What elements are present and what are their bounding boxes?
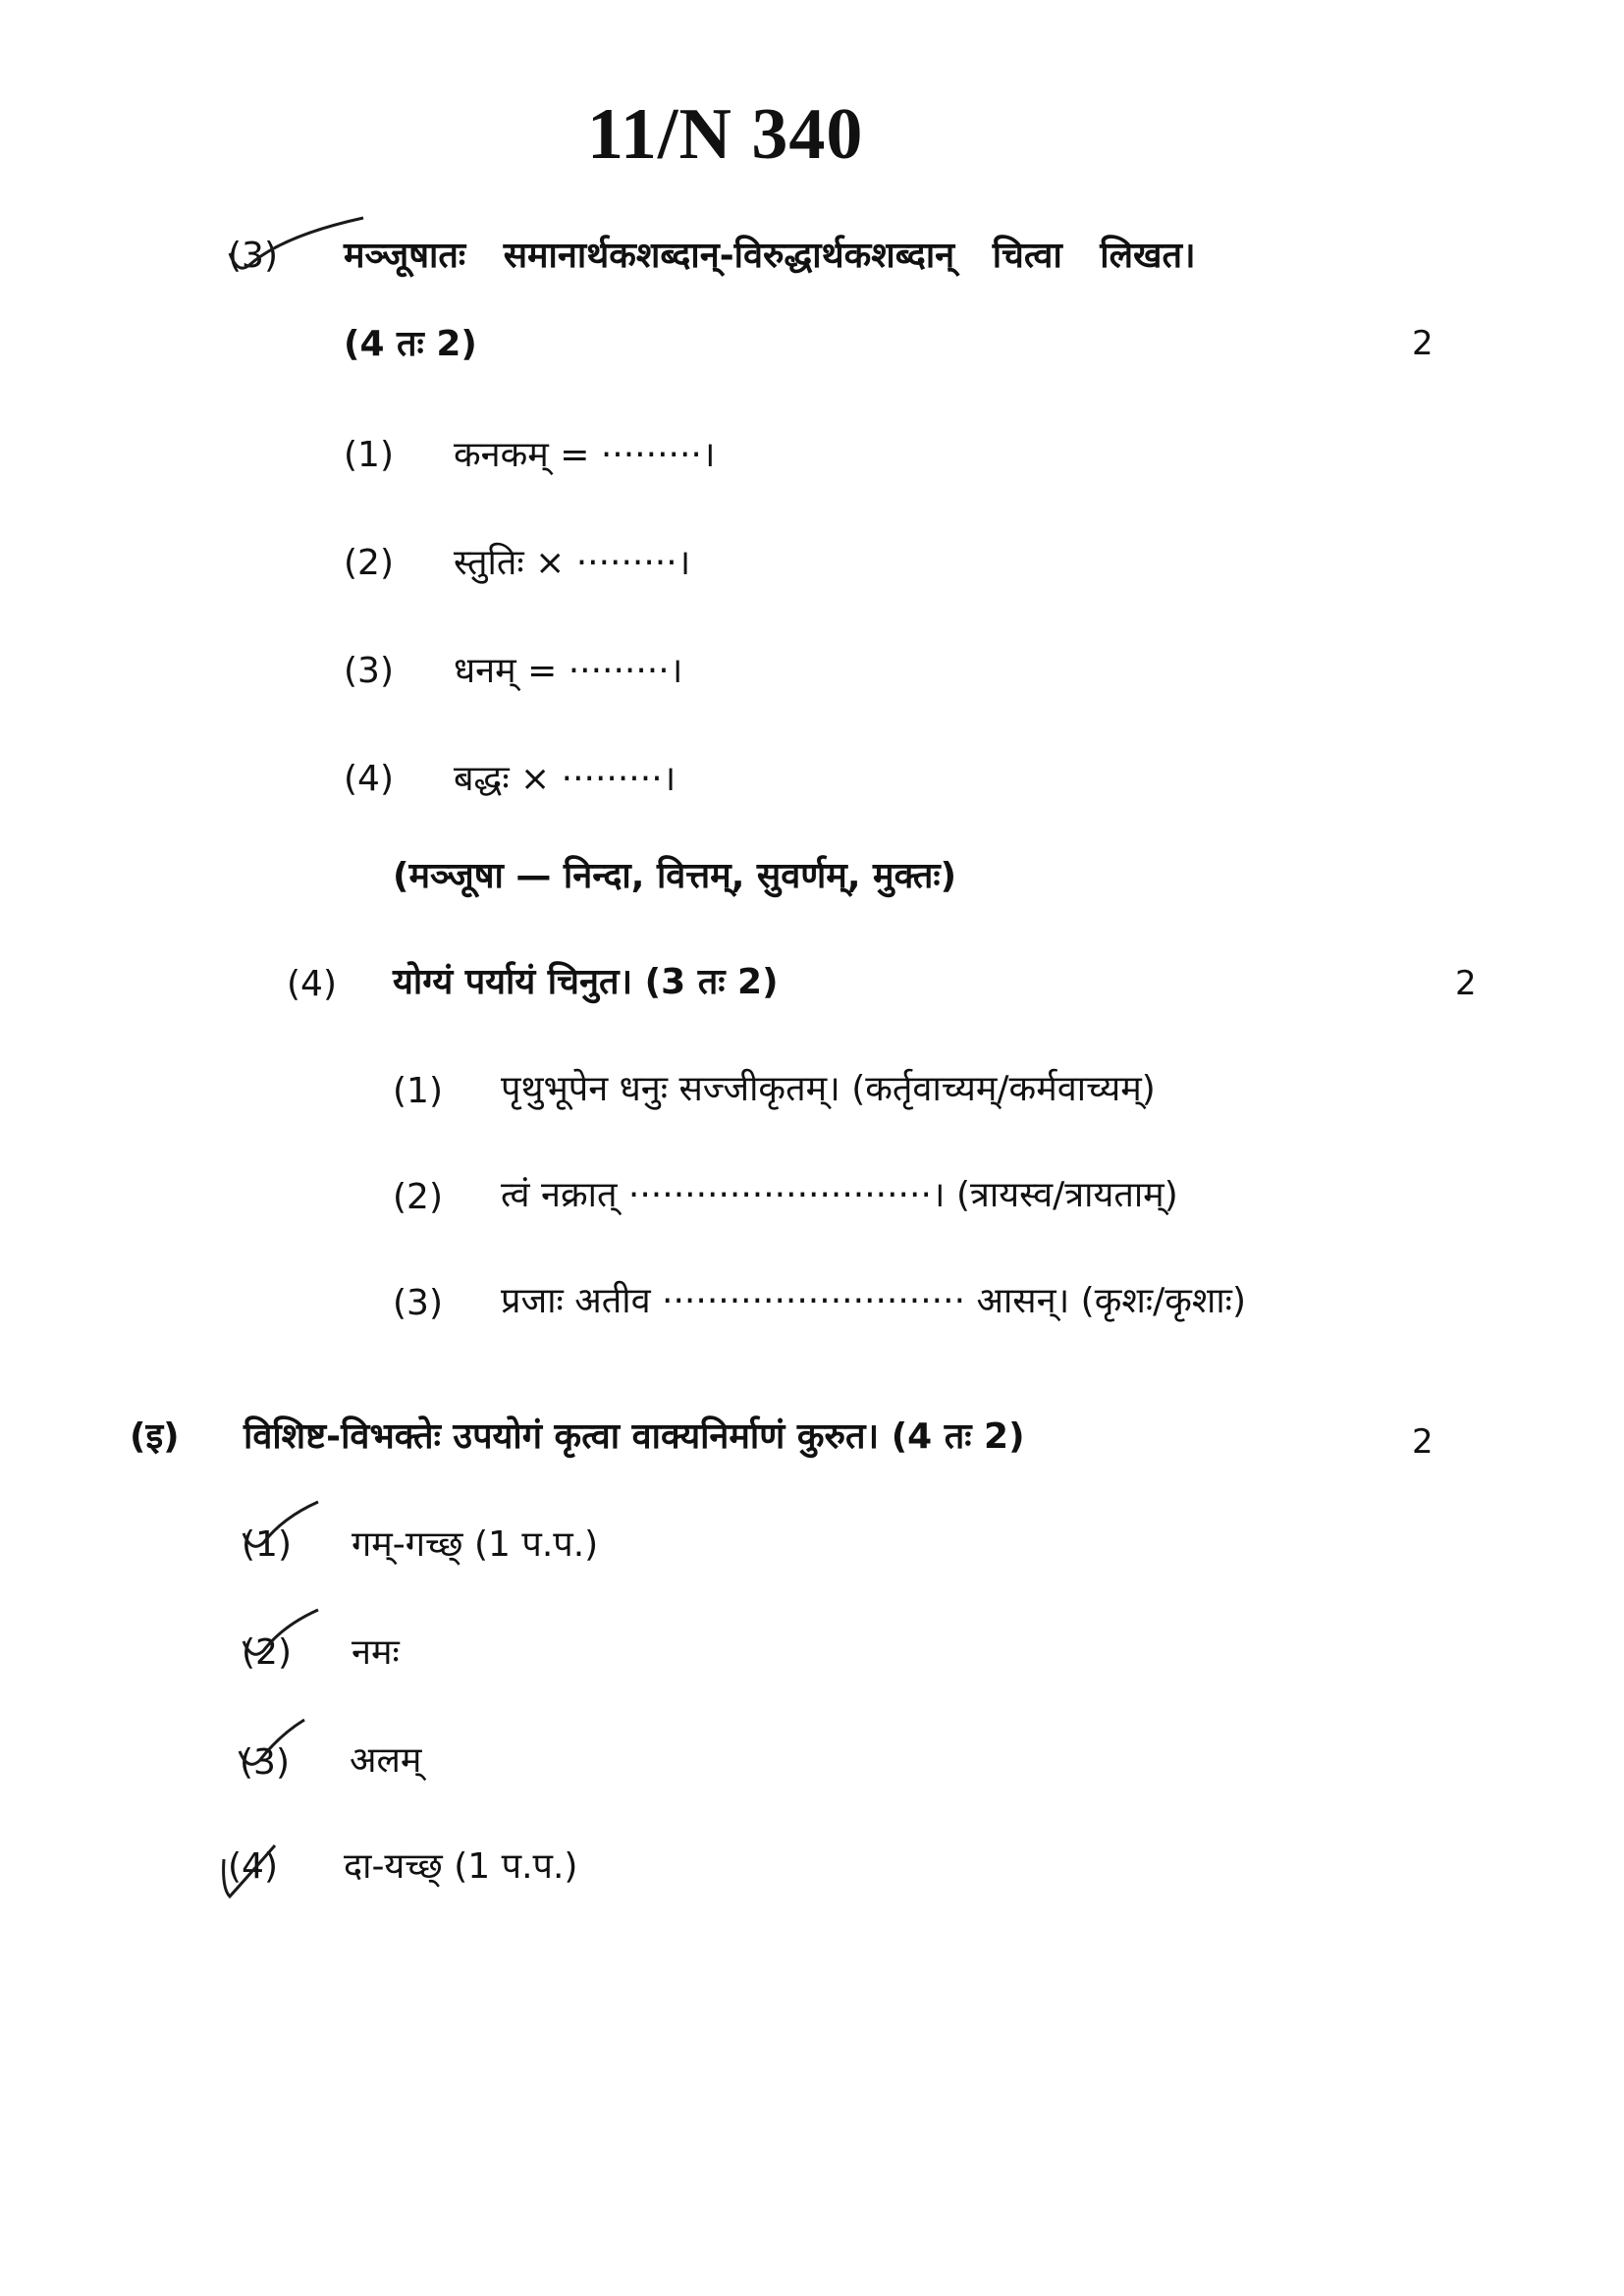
q3-marks: 2 (1412, 324, 1434, 363)
qe-item-2: नमः (352, 1632, 400, 1673)
check-mark-icon (236, 1716, 324, 1775)
q3-item-1-num: (1) (344, 435, 394, 475)
check-mark-icon (240, 1498, 328, 1557)
qe-item-4-num: (4) (228, 1846, 278, 1887)
q3-item-2-num: (2) (344, 543, 394, 583)
qe-label: (इ) (130, 1416, 180, 1457)
q3-item-1: कनकम् = ·········। (454, 435, 716, 475)
check-mark-icon (218, 1838, 306, 1906)
check-mark-icon (240, 1606, 328, 1665)
q4-label: (4) (287, 964, 337, 1004)
q4-item-2-num: (2) (393, 1177, 443, 1217)
q3-label: (3) (228, 236, 278, 276)
qe-instruction: विशिष्ट-विभक्तेः उपयोगं कृत्वा वाक्यनिर्माणं कुरुत। (4 तः 2) (244, 1416, 1025, 1457)
qe-item-2-num: (2) (242, 1632, 292, 1673)
q3-instruction: मञ्जूषातः समानार्थकशब्दान्-विरुद्धार्थकशब्दान् चित्वा लिखत। (344, 236, 1196, 276)
q4-item-3: प्रजाः अतीव ··························· आसन्। (कृशः/कृशाः) (501, 1281, 1246, 1321)
paper-code: 11/N 340 (587, 94, 864, 175)
q3-item-2: स्तुतिः × ·········। (454, 543, 691, 583)
q4-item-2: त्वं नक्रात् ···························। (त्रायस्व/त्रायताम्) (501, 1175, 1178, 1215)
q3-choice: (4 तः 2) (344, 324, 477, 364)
qe-item-3-num: (3) (240, 1742, 290, 1783)
q3-item-4-num: (4) (344, 759, 394, 799)
q4-instruction: योग्यं पर्यायं चिनुत। (3 तः 2) (393, 962, 779, 1002)
q3-word-box: (मञ्जूषा — निन्दा, वित्तम्, सुवर्णम्, मुक्तः) (393, 856, 957, 896)
q4-item-1-num: (1) (393, 1071, 443, 1111)
q4-item-3-num: (3) (393, 1283, 443, 1323)
qe-item-1: गम्-गच्छ् (1 प.प.) (352, 1524, 599, 1565)
qe-item-4: दा-यच्छ् (1 प.प.) (344, 1846, 578, 1887)
q3-item-4: बद्धः × ·········। (454, 759, 677, 799)
qe-marks: 2 (1412, 1422, 1434, 1462)
qe-item-1-num: (1) (242, 1524, 292, 1565)
q4-marks: 2 (1455, 964, 1477, 1003)
q3-item-3: धनम् = ·········। (454, 651, 683, 691)
q3-item-3-num: (3) (344, 651, 394, 691)
qe-item-3: अलम् (350, 1740, 422, 1781)
q4-item-1: पृथुभूपेन धनुः सज्जीकृतम्। (कर्तृवाच्यम्/कर्मवाच्यम्) (501, 1069, 1156, 1109)
